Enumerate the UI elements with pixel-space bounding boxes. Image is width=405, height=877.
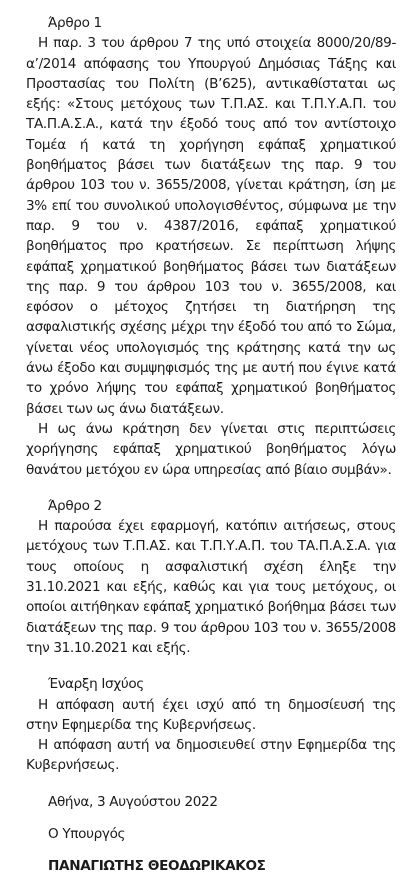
signatory-role: Ο Υπουργός — [48, 825, 126, 842]
article-1-paragraph-2: Η ως άνω κράτηση δεν γίνεται στις περιπτώσεις χορήγησης εφάπαξ χρηματικού βοηθήματος λόγω θανάτου μετόχου εν ώρα υπηρεσίας από βίαιο συμβάν». — [26, 420, 396, 478]
section-spacer — [26, 658, 396, 674]
entry-into-force-paragraph-1: Η απόφαση αυτή έχει ισχύ από τη δημοσίευσή της στην Εφημερίδα της Κυβερνήσεως. — [26, 696, 396, 733]
entry-into-force-heading: Έναρξη Ισχύος — [48, 676, 144, 693]
publication-paragraph: Η απόφαση αυτή να δημοσιευθεί στην Εφημερίδα της Κυβερνήσεως. — [26, 737, 396, 774]
article-2-paragraph-1: Η παρούσα έχει εφαρμογή, κατόπιν αιτήσεως, στους μετόχους των Τ.Π.ΑΣ. και Τ.Π.Υ.Α.Π. του ΤΑ.Π.Α.Σ.Α. για τους οποίους η ασφαλιστική σχέση έληξε την 31.10.2021 και εξής, καθώς και για τους μετόχους, οι οποίοι αιτήθηκαν εφάπαξ χρηματικό βοήθημα βάσει των διατάξεων της παρ. 9 του άρθρου 103 του ν. 3655/2008 την 31.10.2021 και εξής. — [26, 518, 396, 656]
section-spacer — [26, 844, 396, 856]
section-spacer — [26, 776, 396, 792]
article-1-paragraph-1: Η παρ. 3 του άρθρου 7 της υπό στοιχεία 8000/20/89-α’/2014 απόφασης του Υπουργού Δημόσιας Τάξης και Προστασίας του Πολίτη (Β’625), αντικαθίσταται ως εξής: «Στους μετόχους των Τ.Π.ΑΣ. και Τ.Π.Υ.Α.Π. του ΤΑ.Π.Α.Σ.Α., κατά την έξοδό τους από τον αντίστοιχο Τομέα ή κατά τη χορήγηση εφάπαξ χρηματικού βοηθήματος βάσει των διατάξεων της παρ. 9 του άρθρου 103 του ν. 3655/2008, γίνεται κράτηση, ίση με 3% επί του συνολικού υπολογισθέντος, σύμφωνα με την παρ. 9 του ν. 4387/2016, εφάπαξ χρηματικού βοηθήματος προ κρατήσεων. Σε περίπτωση λήψης εφάπαξ χρηματικού βοηθήματος βάσει των διατάξεων της παρ. 9 του άρθρου 103 του ν. 3655/2008, και εφόσον ο μέτοχος ζητήσει τη διατήρηση της ασφαλιστικής σχέσης μέχρι την έξοδό του από το Σώμα, γίνεται νέος υπολογισμός της κράτησης κατά την ως άνω έξοδο και συμψηφισμός της με αυτή που έγινε κατά το χρόνο λήψης του εφάπαξ χρηματικού βοηθήματος βάσει των ως άνω διατάξεων. — [26, 35, 396, 417]
signatory-name: ΠΑΝΑΓΙΩΤΗΣ ΘΕΟΔΩΡΙΚΑΚΟΣ — [48, 858, 266, 875]
article-1-heading: Άρθρο 1 — [48, 15, 102, 31]
article-2-heading: Άρθρο 2 — [48, 497, 102, 514]
section-spacer — [26, 480, 396, 496]
section-spacer — [26, 812, 396, 824]
place-and-date: Αθήνα, 3 Αυγούστου 2022 — [48, 793, 218, 810]
document-body — [26, 13, 396, 877]
